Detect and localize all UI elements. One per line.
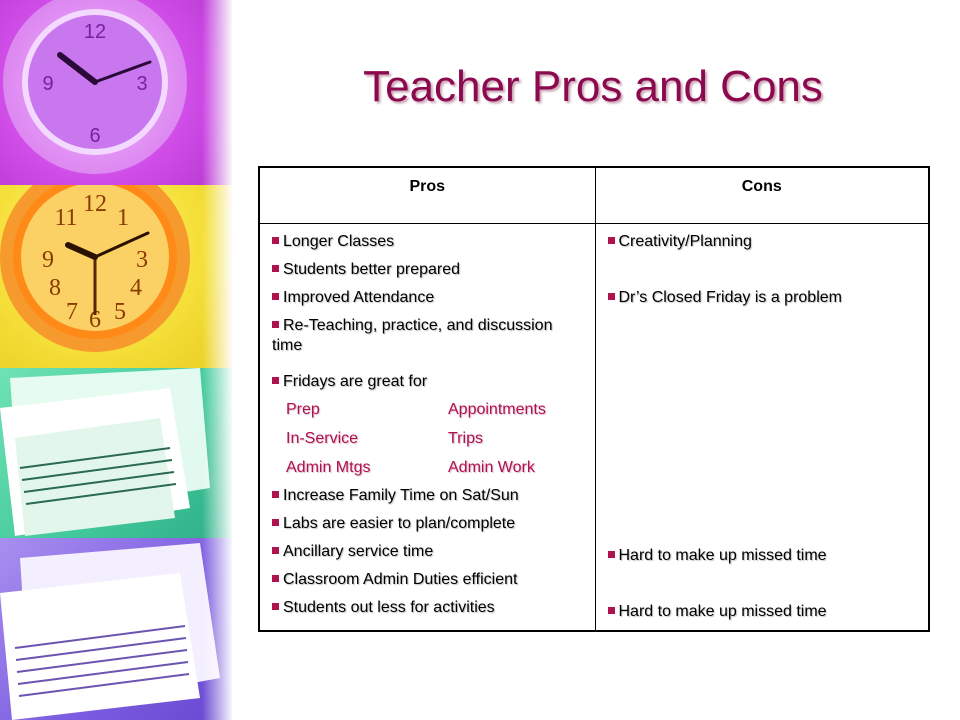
list-item: Students out less for activities bbox=[272, 598, 587, 618]
clock-icon bbox=[0, 0, 232, 185]
svg-text:3: 3 bbox=[136, 247, 148, 273]
bullet-icon bbox=[272, 519, 279, 526]
friday-use-admin-mtgs: Admin Mtgs bbox=[286, 458, 371, 476]
bullet-icon bbox=[272, 377, 279, 384]
purple-clock-panel bbox=[0, 0, 232, 185]
svg-text:3: 3 bbox=[136, 73, 148, 95]
list-item: Classroom Admin Duties efficient bbox=[272, 570, 587, 590]
list-item: Hard to make up missed time bbox=[608, 546, 921, 566]
svg-text:6: 6 bbox=[89, 125, 101, 147]
list-item: Creativity/Planning bbox=[608, 232, 921, 252]
svg-text:12: 12 bbox=[83, 21, 107, 43]
list-item: Labs are easier to plan/complete bbox=[272, 514, 587, 534]
friday-use-in-service: In-Service bbox=[286, 429, 359, 447]
slide-title: Teacher Pros and Cons bbox=[363, 62, 823, 111]
clock-icon bbox=[0, 185, 232, 368]
list-item: Ancillary service time bbox=[272, 542, 587, 562]
decorative-image-strip bbox=[0, 0, 232, 720]
list-item: Longer Classes bbox=[272, 232, 587, 252]
pros-cell bbox=[259, 223, 595, 631]
cons-header: Cons bbox=[595, 167, 929, 223]
bullet-icon bbox=[272, 603, 279, 610]
strip-fade bbox=[202, 0, 232, 720]
bullet-icon bbox=[272, 321, 279, 328]
pros-header: Pros bbox=[259, 167, 595, 223]
pros-list bbox=[260, 224, 595, 628]
papers-icon bbox=[0, 368, 232, 538]
bullet-icon bbox=[608, 607, 615, 614]
bullet-icon bbox=[608, 237, 615, 244]
yellow-clock-panel bbox=[0, 185, 232, 368]
svg-text:4: 4 bbox=[130, 275, 142, 301]
svg-text:6: 6 bbox=[89, 307, 101, 333]
table-header-row bbox=[259, 167, 929, 223]
list-item: Fridays are great for bbox=[272, 372, 587, 392]
list-item: Increase Family Time on Sat/Sun bbox=[272, 486, 587, 506]
bullet-icon bbox=[608, 551, 615, 558]
friday-use-appointments: Appointments bbox=[448, 400, 546, 418]
svg-text:9: 9 bbox=[42, 73, 54, 95]
cons-list bbox=[596, 224, 929, 628]
list-item: Hard to make up missed time bbox=[608, 602, 921, 622]
table-body-row bbox=[259, 223, 929, 631]
svg-text:8: 8 bbox=[49, 275, 61, 301]
bullet-icon bbox=[272, 293, 279, 300]
cons-cell bbox=[595, 223, 929, 631]
svg-text:12: 12 bbox=[83, 191, 107, 217]
bullet-icon bbox=[272, 265, 279, 272]
list-item: Improved Attendance bbox=[272, 288, 587, 308]
papers-icon bbox=[0, 538, 232, 720]
bullet-icon bbox=[608, 293, 615, 300]
list-item: Re-Teaching, practice, and discussion time bbox=[272, 316, 553, 354]
svg-text:7: 7 bbox=[66, 299, 78, 325]
bullet-icon bbox=[272, 491, 279, 498]
svg-text:5: 5 bbox=[114, 299, 126, 325]
bullet-icon bbox=[272, 237, 279, 244]
green-papers-panel bbox=[0, 368, 232, 538]
bullet-icon bbox=[272, 575, 279, 582]
svg-text:1: 1 bbox=[117, 205, 129, 231]
friday-use-admin-work: Admin Work bbox=[448, 458, 535, 476]
violet-papers-panel bbox=[0, 538, 232, 720]
friday-use-prep: Prep bbox=[286, 400, 320, 418]
bullet-icon bbox=[272, 547, 279, 554]
list-item: Students better prepared bbox=[272, 260, 587, 280]
list-item: Dr’s Closed Friday is a problem bbox=[608, 288, 921, 308]
pros-cons-table bbox=[258, 166, 930, 632]
friday-use-trips: Trips bbox=[448, 429, 483, 447]
svg-text:9: 9 bbox=[42, 247, 54, 273]
svg-text:11: 11 bbox=[54, 205, 78, 231]
